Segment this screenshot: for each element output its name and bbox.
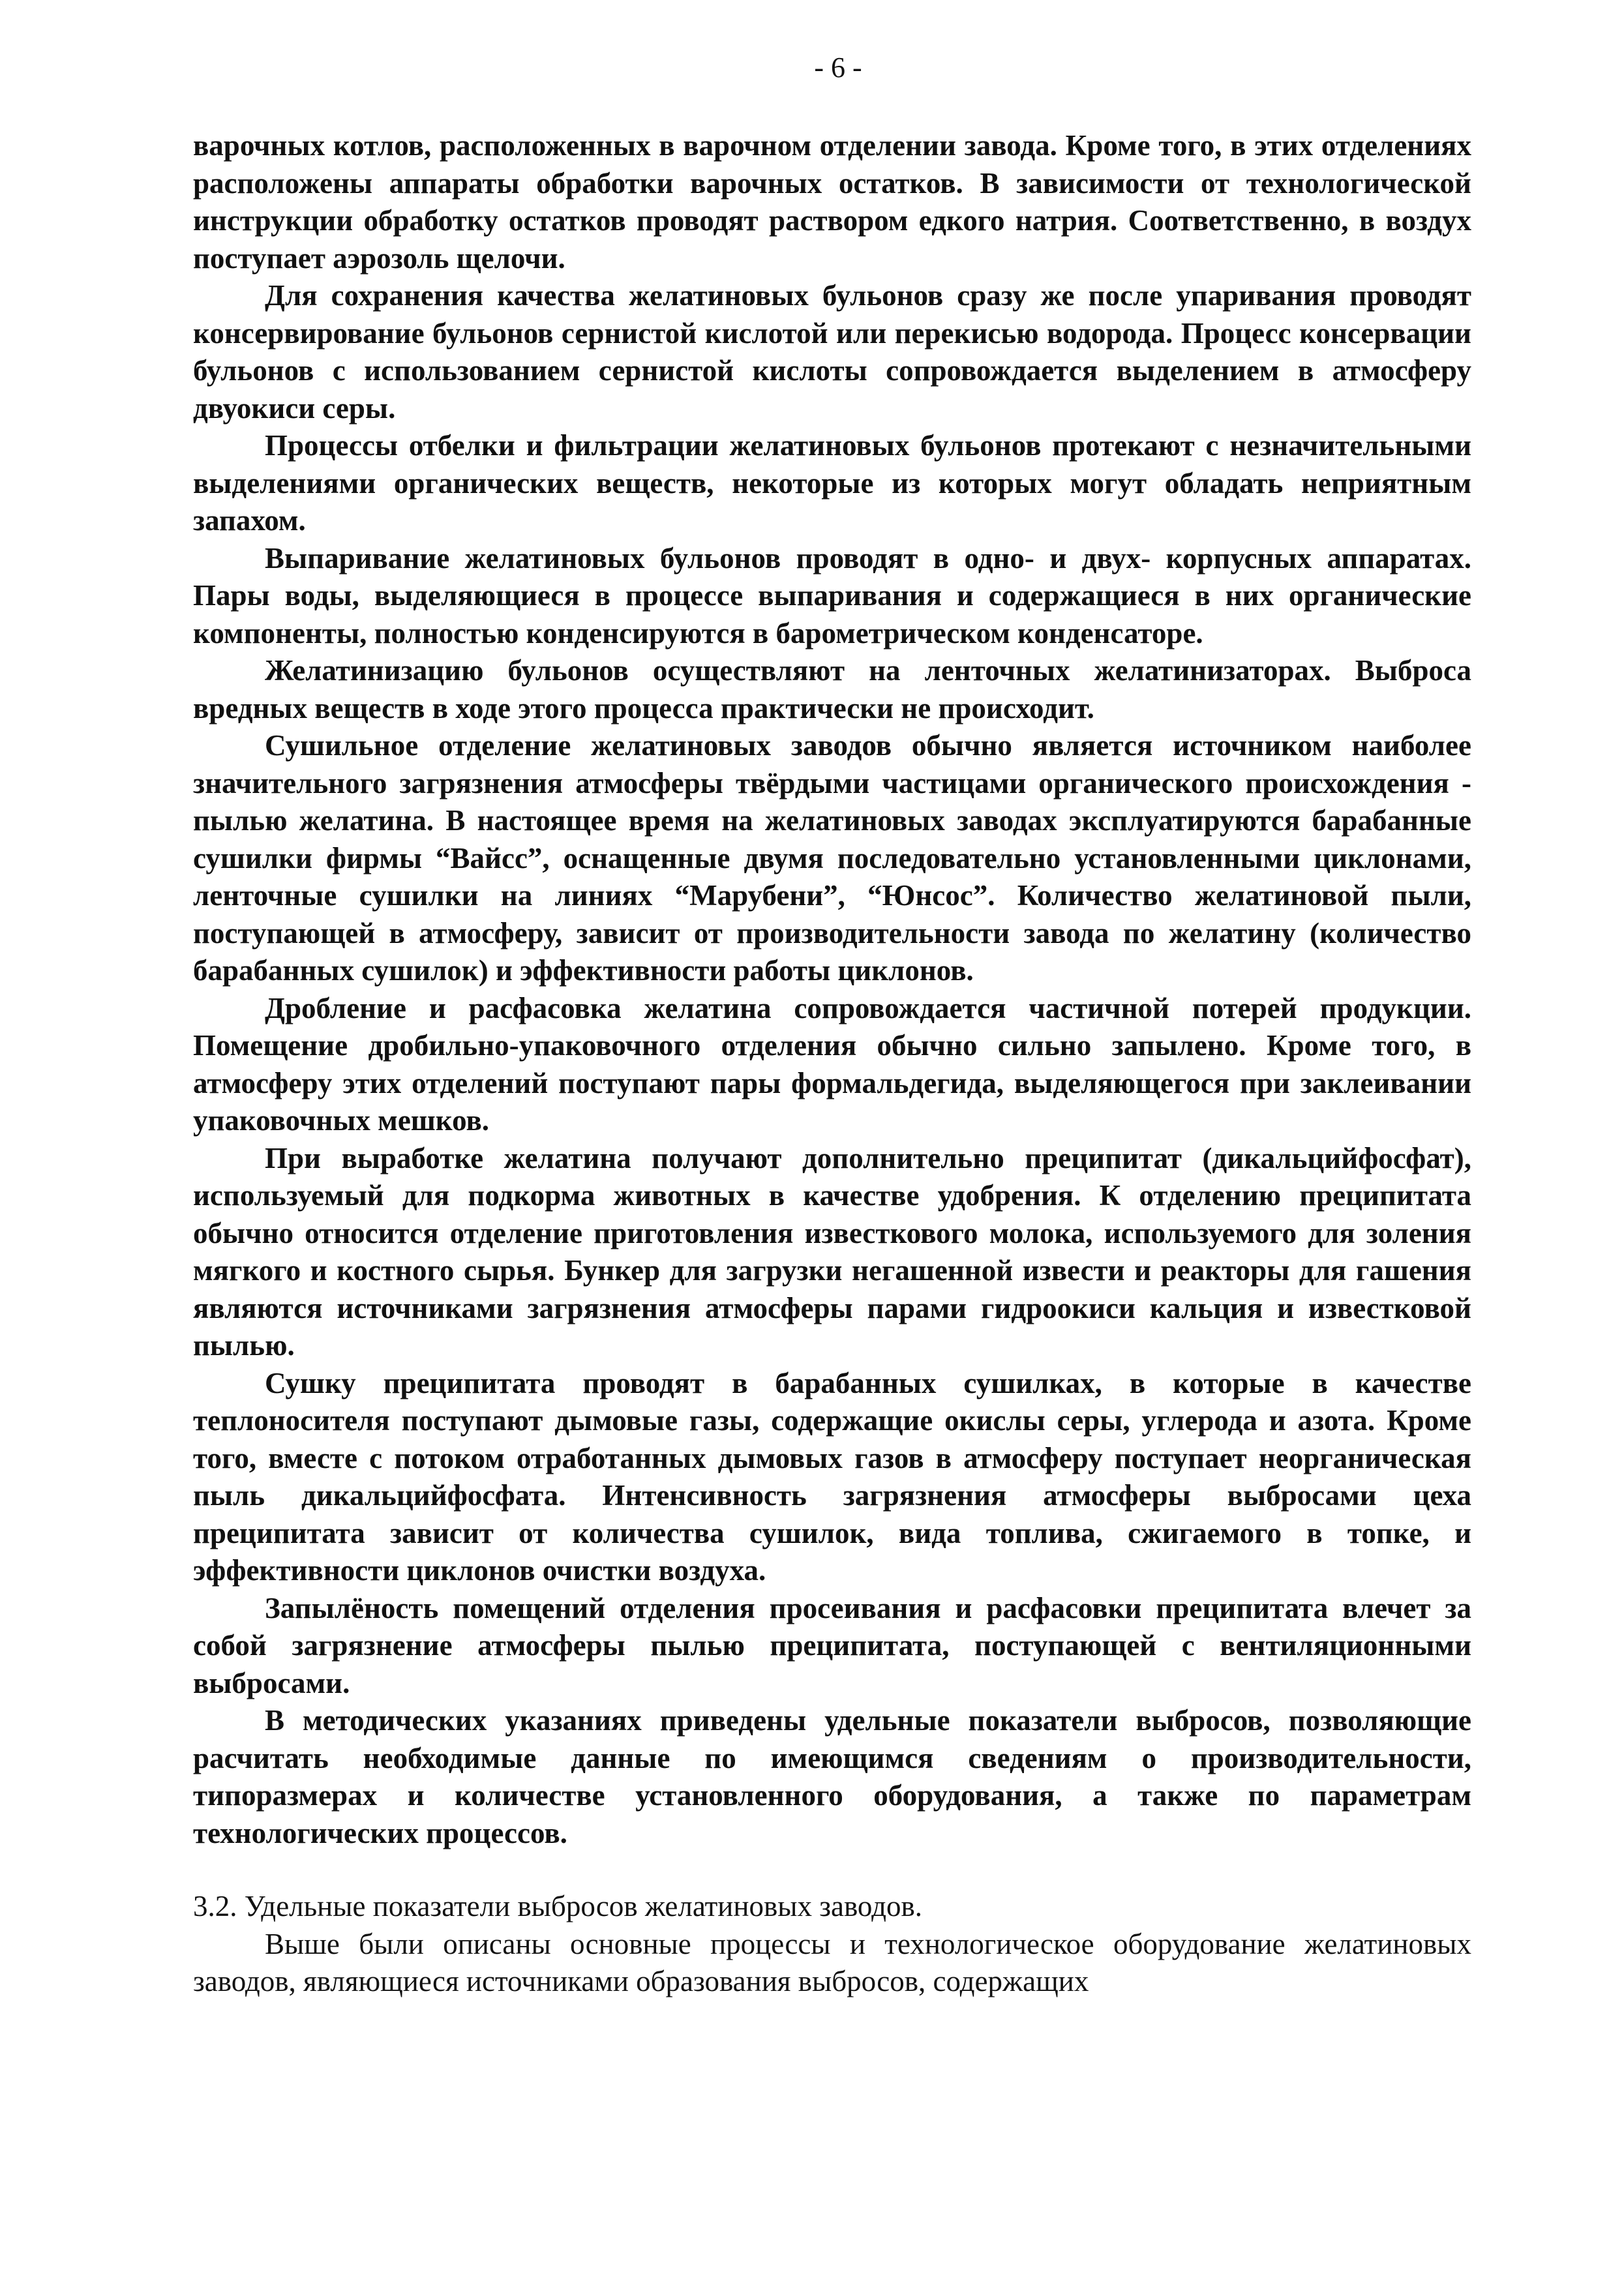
paragraph-9: Сушку преципитата проводят в барабанных сушилках, в которые в качестве теплоносителя поступают дымовые газы, содержащие окислы серы, углерода и азота. Кроме того, вместе с потоком отработанных дымовых газов в атмосферу поступает неорганическая пыль дикальцийфосфата. Интенсивность загрязнения атмосферы выбросами цеха преципитата зависит от количества сушилок, вида топлива, сжигаемого в топке, и эффективности циклонов очистки воздуха. [193,1366,1471,1587]
paragraph-4: Выпаривание желатиновых бульонов проводят в одно- и двух- корпусных аппаратах. Пары воды, выделяющиеся в процессе выпаривания и содержащиеся в них органические компоненты, полностью конденсируются в барометрическом конденсаторе. [193,541,1471,650]
paragraph-11: В методических указаниях приведены удельные показатели выбросов, позволяющие расчитать необходимые данные по имеющимся сведениям о производительности, типоразмерах и количестве установленного оборудования, а также по параметрам технологических процессов. [193,1704,1471,1849]
paragraph-5: Желатинизацию бульонов осуществляют на ленточных желатинизаторах. Выброса вредных веществ в ходе этого процесса практически не происходит. [193,654,1471,725]
paragraph-7: Дробление и расфасовка желатина сопровождается частичной потерей продукции. Помещение дробильно-упаковочного отделения обычно сильно запылено. Кроме того, в атмосферу этих отделений поступают пары формальдегида, выделяющегося при заклеивании упаковочных мешков. [193,991,1471,1137]
document-body [193,127,1471,2001]
paragraph-1: варочных котлов, расположенных в варочном отделении завода. Кроме того, в этих отделениях расположены аппараты обработки варочных остатков. В зависимости от технологической инструкции обработку остатков проводят раствором едкого натрия. Соответственно, в воздух поступает аэрозоль щелочи. [193,129,1471,275]
paragraph-10: Запылёность помещений отделения просеивания и расфасовки преципитата влечет за собой загрязнение атмосферы пылью преципитата, поступающей с вентиляционными выбросами. [193,1591,1471,1699]
paragraph-6: Сушильное отделение желатиновых заводов обычно является источником наиболее значительного загрязнения атмосферы твёрдыми частицами органического происхождения - пылью желатина. В настоящее время на желатиновых заводах эксплуатируются барабанные сушилки фирмы “Вайсс”, оснащенные двумя последовательно установленными циклонами, ленточные сушилки на линиях “Марубени”, “Юнсос”. Количество желатиновой пыли, поступающей в атмосферу, зависит от производительности завода по желатину (количество барабанных сушилок) и эффективности работы циклонов. [193,729,1471,987]
paragraph-3: Процессы отбелки и фильтрации желатиновых бульонов протекают с незначительными выделениями органических веществ, некоторые из которых могут обладать неприятным запахом. [193,429,1471,537]
paragraph-8: При выработке желатина получают дополнительно преципитат (дикальцийфосфат), используемый для подкорма животных в качестве удобрения. К отделению преципитата обычно относится отделение приготовления известкового молока, используемого для золения мягкого и костного сырья. Бункер для загрузки негашенной извести и реакторы для гашения являются источниками загрязнения атмосферы парами гидроокиси кальция и известковой пылью. [193,1141,1471,1362]
page-number: - 6 - [814,52,862,83]
paragraph-2: Для сохранения качества желатиновых бульонов сразу же после упаривания проводят консервирование бульонов сернистой кислотой или перекисью водорода. Процесс консервации бульонов с использованием сернистой кислоты сопровождается выделением в атмосферу двуокиси серы. [193,279,1471,425]
section-heading: 3.2. Удельные показатели выбросов желатиновых заводов. [193,1890,922,1922]
section-paragraph: Выше были описаны основные процессы и технологическое оборудование желатиновых заводов, являющиеся источниками образования выбросов, содержащих [193,1927,1471,1997]
